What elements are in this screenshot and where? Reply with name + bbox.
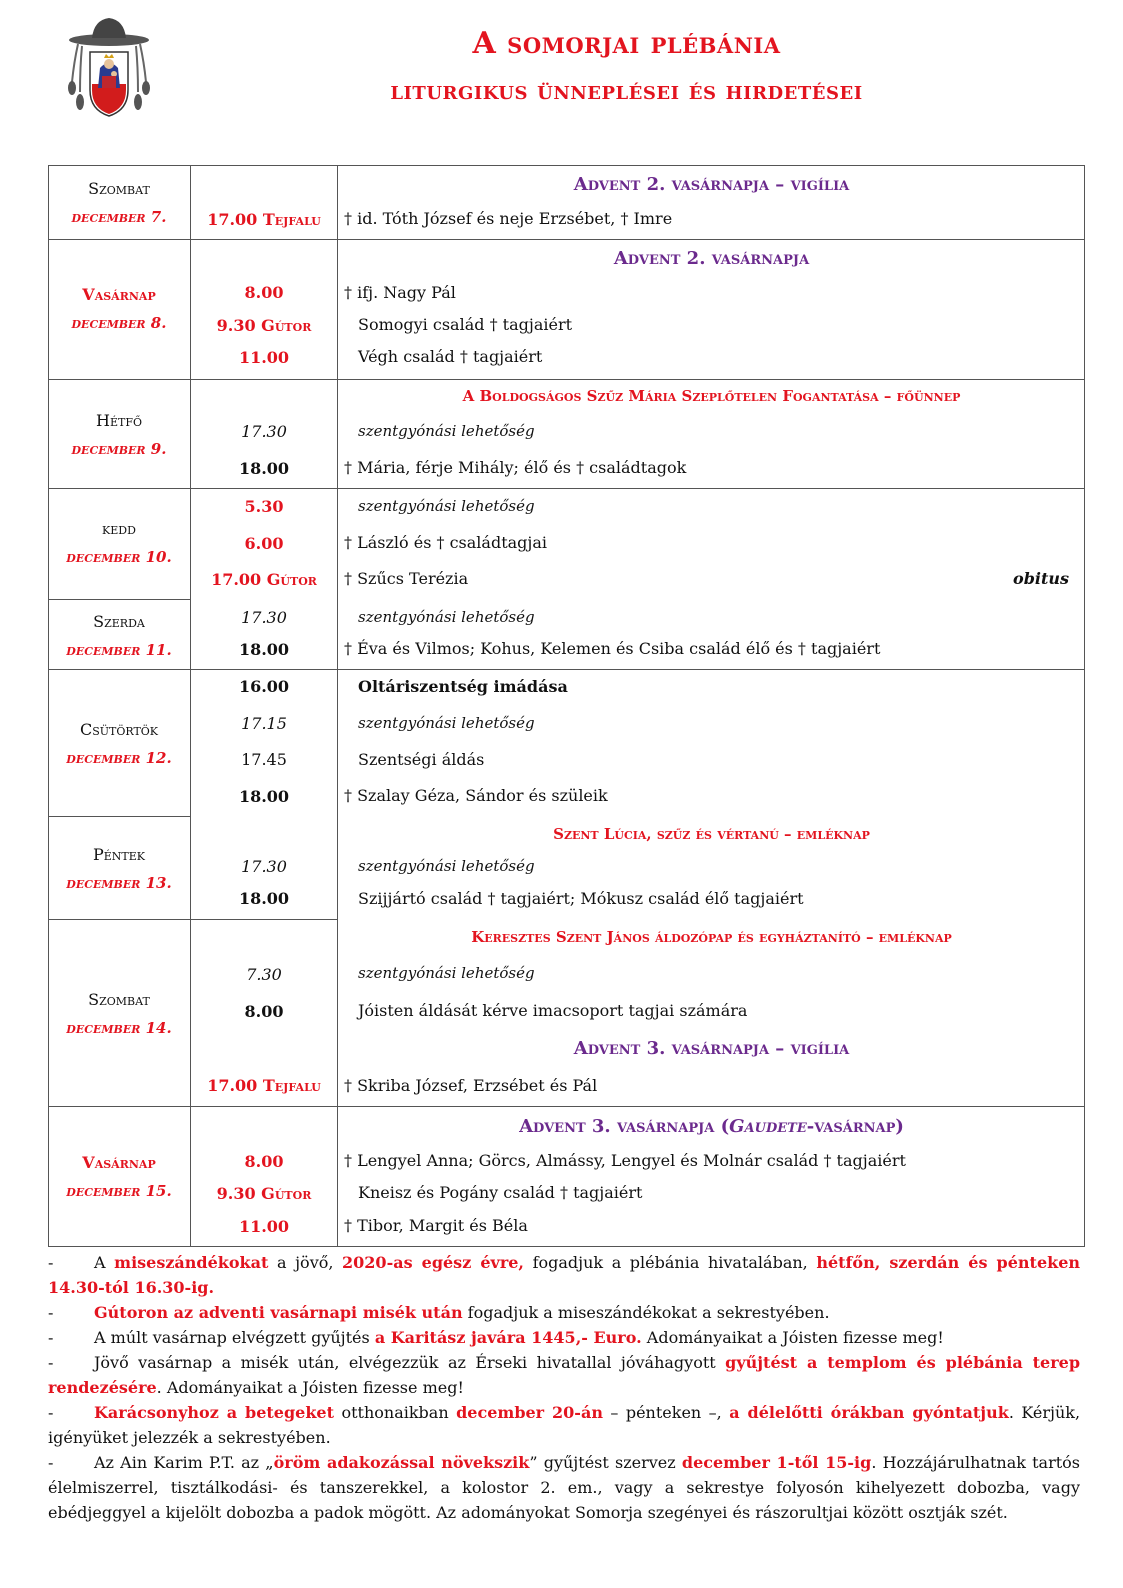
- mass-time: 17.30: [241, 857, 287, 876]
- highlight: a délelőtti órákban gyóntatjuk: [729, 1403, 1009, 1422]
- date-label: december 13.: [66, 874, 172, 892]
- day-cell-dec9: [48, 407, 190, 463]
- mass-time: 18.00: [238, 640, 290, 659]
- text: A: [94, 1253, 115, 1272]
- mass-time: 17.00 Tejfalu: [207, 1076, 321, 1095]
- mass-intention: Oltáriszentség imádása: [358, 677, 568, 696]
- bullet-dash: -: [48, 1353, 54, 1372]
- mass-intention: Kneisz és Pogány család † tagjaiért: [358, 1183, 643, 1202]
- feast-title: A Boldogságos Szűz Mária Szeplőtelen Fogantatása – főünnep: [462, 387, 961, 405]
- bullet-dash: -: [48, 1253, 54, 1272]
- feast-title: Keresztes Szent János áldozópap és egyháztanító – emléknap: [471, 928, 952, 946]
- mass-intention: † Skriba József, Erzsébet és Pál: [344, 1076, 598, 1095]
- bullet-dash: -: [48, 1453, 54, 1472]
- mass-time: 11.00: [238, 1217, 290, 1236]
- highlight: öröm adakozással növekszik: [273, 1453, 530, 1472]
- page-title-line1: A somorjai plébánia: [472, 26, 781, 61]
- day-cell-dec13: [48, 841, 190, 897]
- mass-time: 17.00 Tejfalu: [207, 210, 321, 229]
- mass-intention: szentgyónási lehetőség: [358, 422, 535, 440]
- mass-time: 18.00: [238, 459, 290, 478]
- announcement-item: [48, 1450, 1080, 1525]
- mass-time: 8.00: [244, 1002, 284, 1021]
- highlight: hétfőn, szerdán és pénteken 14.30-tól 16.30-ig.: [48, 1253, 1081, 1297]
- mass-intention: † Szűcs Terézia: [344, 569, 469, 588]
- mass-intention: szentgyónási lehetőség: [358, 497, 535, 515]
- text: A múlt vasárnap elvégzett gyűjtés: [94, 1328, 375, 1347]
- text: fogadjuk a miseszándékokat a sekrestyében.: [462, 1303, 830, 1322]
- day-cell-dec8: [48, 281, 190, 337]
- weekday-label: Csütörtök: [79, 720, 159, 739]
- mass-time: 5.30: [244, 497, 284, 516]
- announcement-item: [48, 1400, 1080, 1450]
- weekday-label: Vasárnap: [82, 285, 156, 304]
- text: ” gyűjtést szervez: [529, 1453, 682, 1472]
- highlight: december 1-től 15-ig: [681, 1453, 872, 1472]
- day-cell-dec11: [48, 608, 190, 664]
- mass-intention: Szentségi áldás: [358, 750, 485, 769]
- day-cell-dec15: [48, 1149, 190, 1205]
- page-title-line2: liturgikus ünneplései és hirdetései: [390, 76, 863, 105]
- mass-intention: † László és † családtagjai: [344, 533, 548, 552]
- date-label: december 14.: [66, 1019, 172, 1037]
- mass-intention: † ifj. Nagy Pál: [344, 283, 456, 302]
- mass-time: 6.00: [244, 534, 284, 553]
- highlight: Gútoron az adventi vasárnapi misék után: [94, 1303, 463, 1322]
- feast-title-part: -vasárnap): [806, 1116, 904, 1137]
- day-cell-dec10: [48, 515, 190, 571]
- text: Jövő vasárnap a misék után, elvégezzük az Érseki hivatallal jóváhagyott: [94, 1353, 726, 1372]
- mass-time: 18.00: [238, 889, 290, 908]
- feast-title-italic: Gaudete: [729, 1116, 807, 1137]
- mass-intention: † Tibor, Margit és Béla: [344, 1216, 528, 1235]
- obitus-note: obitus: [1013, 569, 1069, 588]
- announcement-item: [48, 1250, 1080, 1300]
- mass-time: 17.30: [241, 608, 287, 627]
- day-cell-dec14: [48, 986, 190, 1042]
- mass-intention: Végh család † tagjaiért: [358, 347, 543, 366]
- mass-intention: szentgyónási lehetőség: [358, 608, 535, 626]
- feast-title: Szent Lúcia, szűz és vértanú – emléknap: [553, 825, 870, 843]
- mass-intention: Somogyi család † tagjaiért: [358, 315, 573, 334]
- text: a jövő,: [268, 1253, 343, 1272]
- highlight: miseszándékokat: [114, 1253, 269, 1272]
- day-cell-dec7: [48, 175, 190, 231]
- highlight: 2020-as egész évre,: [342, 1253, 524, 1272]
- mass-time: 11.00: [238, 348, 290, 367]
- mass-intention: Szijjártó család † tagjaiért; Mókusz család élő tagjaiért: [358, 889, 804, 908]
- weekday-label: kedd: [102, 519, 136, 538]
- text: otthonaikban: [334, 1403, 457, 1422]
- mass-time: 17.45: [241, 750, 287, 769]
- feast-title: Advent 2. vasárnapja – vigília: [573, 174, 850, 195]
- text: Az Ain Karim P.T. az „: [94, 1453, 274, 1472]
- mass-time: 17.30: [241, 422, 287, 441]
- mass-intention: Jóisten áldását kérve imacsoport tagjai számára: [358, 1001, 748, 1020]
- announcement-item: [48, 1325, 1080, 1350]
- announcement-item: [48, 1350, 1080, 1400]
- date-label: december 12.: [66, 749, 172, 767]
- date-label: december 8.: [71, 314, 167, 332]
- feast-title-vigil: Advent 3. vasárnapja – vigília: [573, 1038, 850, 1059]
- text: . Adományaikat a Jóisten fizesse meg!: [156, 1378, 464, 1397]
- date-label: december 15.: [66, 1182, 172, 1200]
- highlight: Karácsonyhoz a betegeket: [94, 1403, 335, 1422]
- feast-title: Advent 2. vasárnapja: [613, 248, 810, 269]
- mass-intention: † Lengyel Anna; Görcs, Almássy, Lengyel és Molnár család † tagjaiért: [344, 1151, 906, 1170]
- text: fogadjuk a plébánia hivatalában,: [524, 1253, 817, 1272]
- bullet-dash: -: [48, 1403, 54, 1422]
- text: Adományaikat a Jóisten fizesse meg!: [641, 1328, 944, 1347]
- mass-time: 9.30 Gútor: [216, 316, 312, 335]
- highlight: a Karitász javára 1445,- Euro.: [374, 1328, 642, 1347]
- announcement-item: [48, 1300, 1080, 1325]
- date-label: december 9.: [71, 440, 167, 458]
- mass-time: 16.00: [238, 677, 290, 696]
- mass-intention: † Mária, férje Mihály; élő és † családtagok: [344, 458, 687, 477]
- text: . Hozzájárulhatnak tartós élelmiszerrel, tisztálkodási- és tanszerekkel, a kolostor 2. em., vagy a sekrestye folyosón kihelyezett dobozba, vagy ebédjeggyel a kijelölt dobozba a padok mögött. Az adományokat Somorja szegényei és rászorultjai között osztják szét.: [48, 1453, 1081, 1522]
- mass-intention: szentgyónási lehetőség: [358, 964, 535, 982]
- mass-intention: szentgyónási lehetőség: [358, 857, 535, 875]
- highlight: december 20-án: [456, 1403, 603, 1422]
- date-label: december 10.: [66, 548, 172, 566]
- mass-intention: szentgyónási lehetőség: [358, 714, 535, 732]
- mass-time: 7.30: [246, 965, 282, 984]
- weekday-label: Vasárnap: [82, 1153, 156, 1172]
- announcements-list: [48, 1250, 1080, 1525]
- mass-time: 8.00: [244, 283, 284, 302]
- mass-intention: † Szalay Géza, Sándor és szüleik: [344, 786, 608, 805]
- mass-time: 17.00 Gútor: [211, 570, 317, 589]
- weekday-label: Szerda: [93, 612, 145, 631]
- feast-title-part: Advent 3. vasárnapja (: [519, 1116, 730, 1137]
- weekday-label: Szombat: [88, 990, 150, 1009]
- text: – pénteken –,: [602, 1403, 730, 1422]
- date-label: december 7.: [71, 208, 167, 226]
- mass-intention: † id. Tóth József és neje Erzsébet, † Imre: [344, 209, 673, 228]
- mass-intention: † Éva és Vilmos; Kohus, Kelemen és Csiba család élő és † tagjaiért: [344, 639, 881, 658]
- parish-crest-logo: [64, 12, 154, 124]
- day-cell-dec12: [48, 716, 190, 772]
- weekday-label: Péntek: [92, 845, 145, 864]
- date-label: december 11.: [66, 641, 172, 659]
- mass-time: 9.30 Gútor: [216, 1184, 312, 1203]
- highlight: gyűjtést a templom és plébánia terep rendezésére: [48, 1353, 1081, 1397]
- schedule-table: [48, 165, 1085, 1247]
- mass-time: 17.15: [241, 714, 287, 733]
- feast-title: [338, 1116, 1085, 1137]
- text: . Kérjük, igényüket jelezzék a sekrestyében.: [48, 1403, 1081, 1447]
- weekday-label: Hétfő: [96, 411, 142, 430]
- weekday-label: Szombat: [88, 179, 150, 198]
- bullet-dash: -: [48, 1328, 54, 1347]
- bullet-dash: -: [48, 1303, 54, 1322]
- mass-time: 8.00: [244, 1152, 284, 1171]
- mass-time: 18.00: [238, 787, 290, 806]
